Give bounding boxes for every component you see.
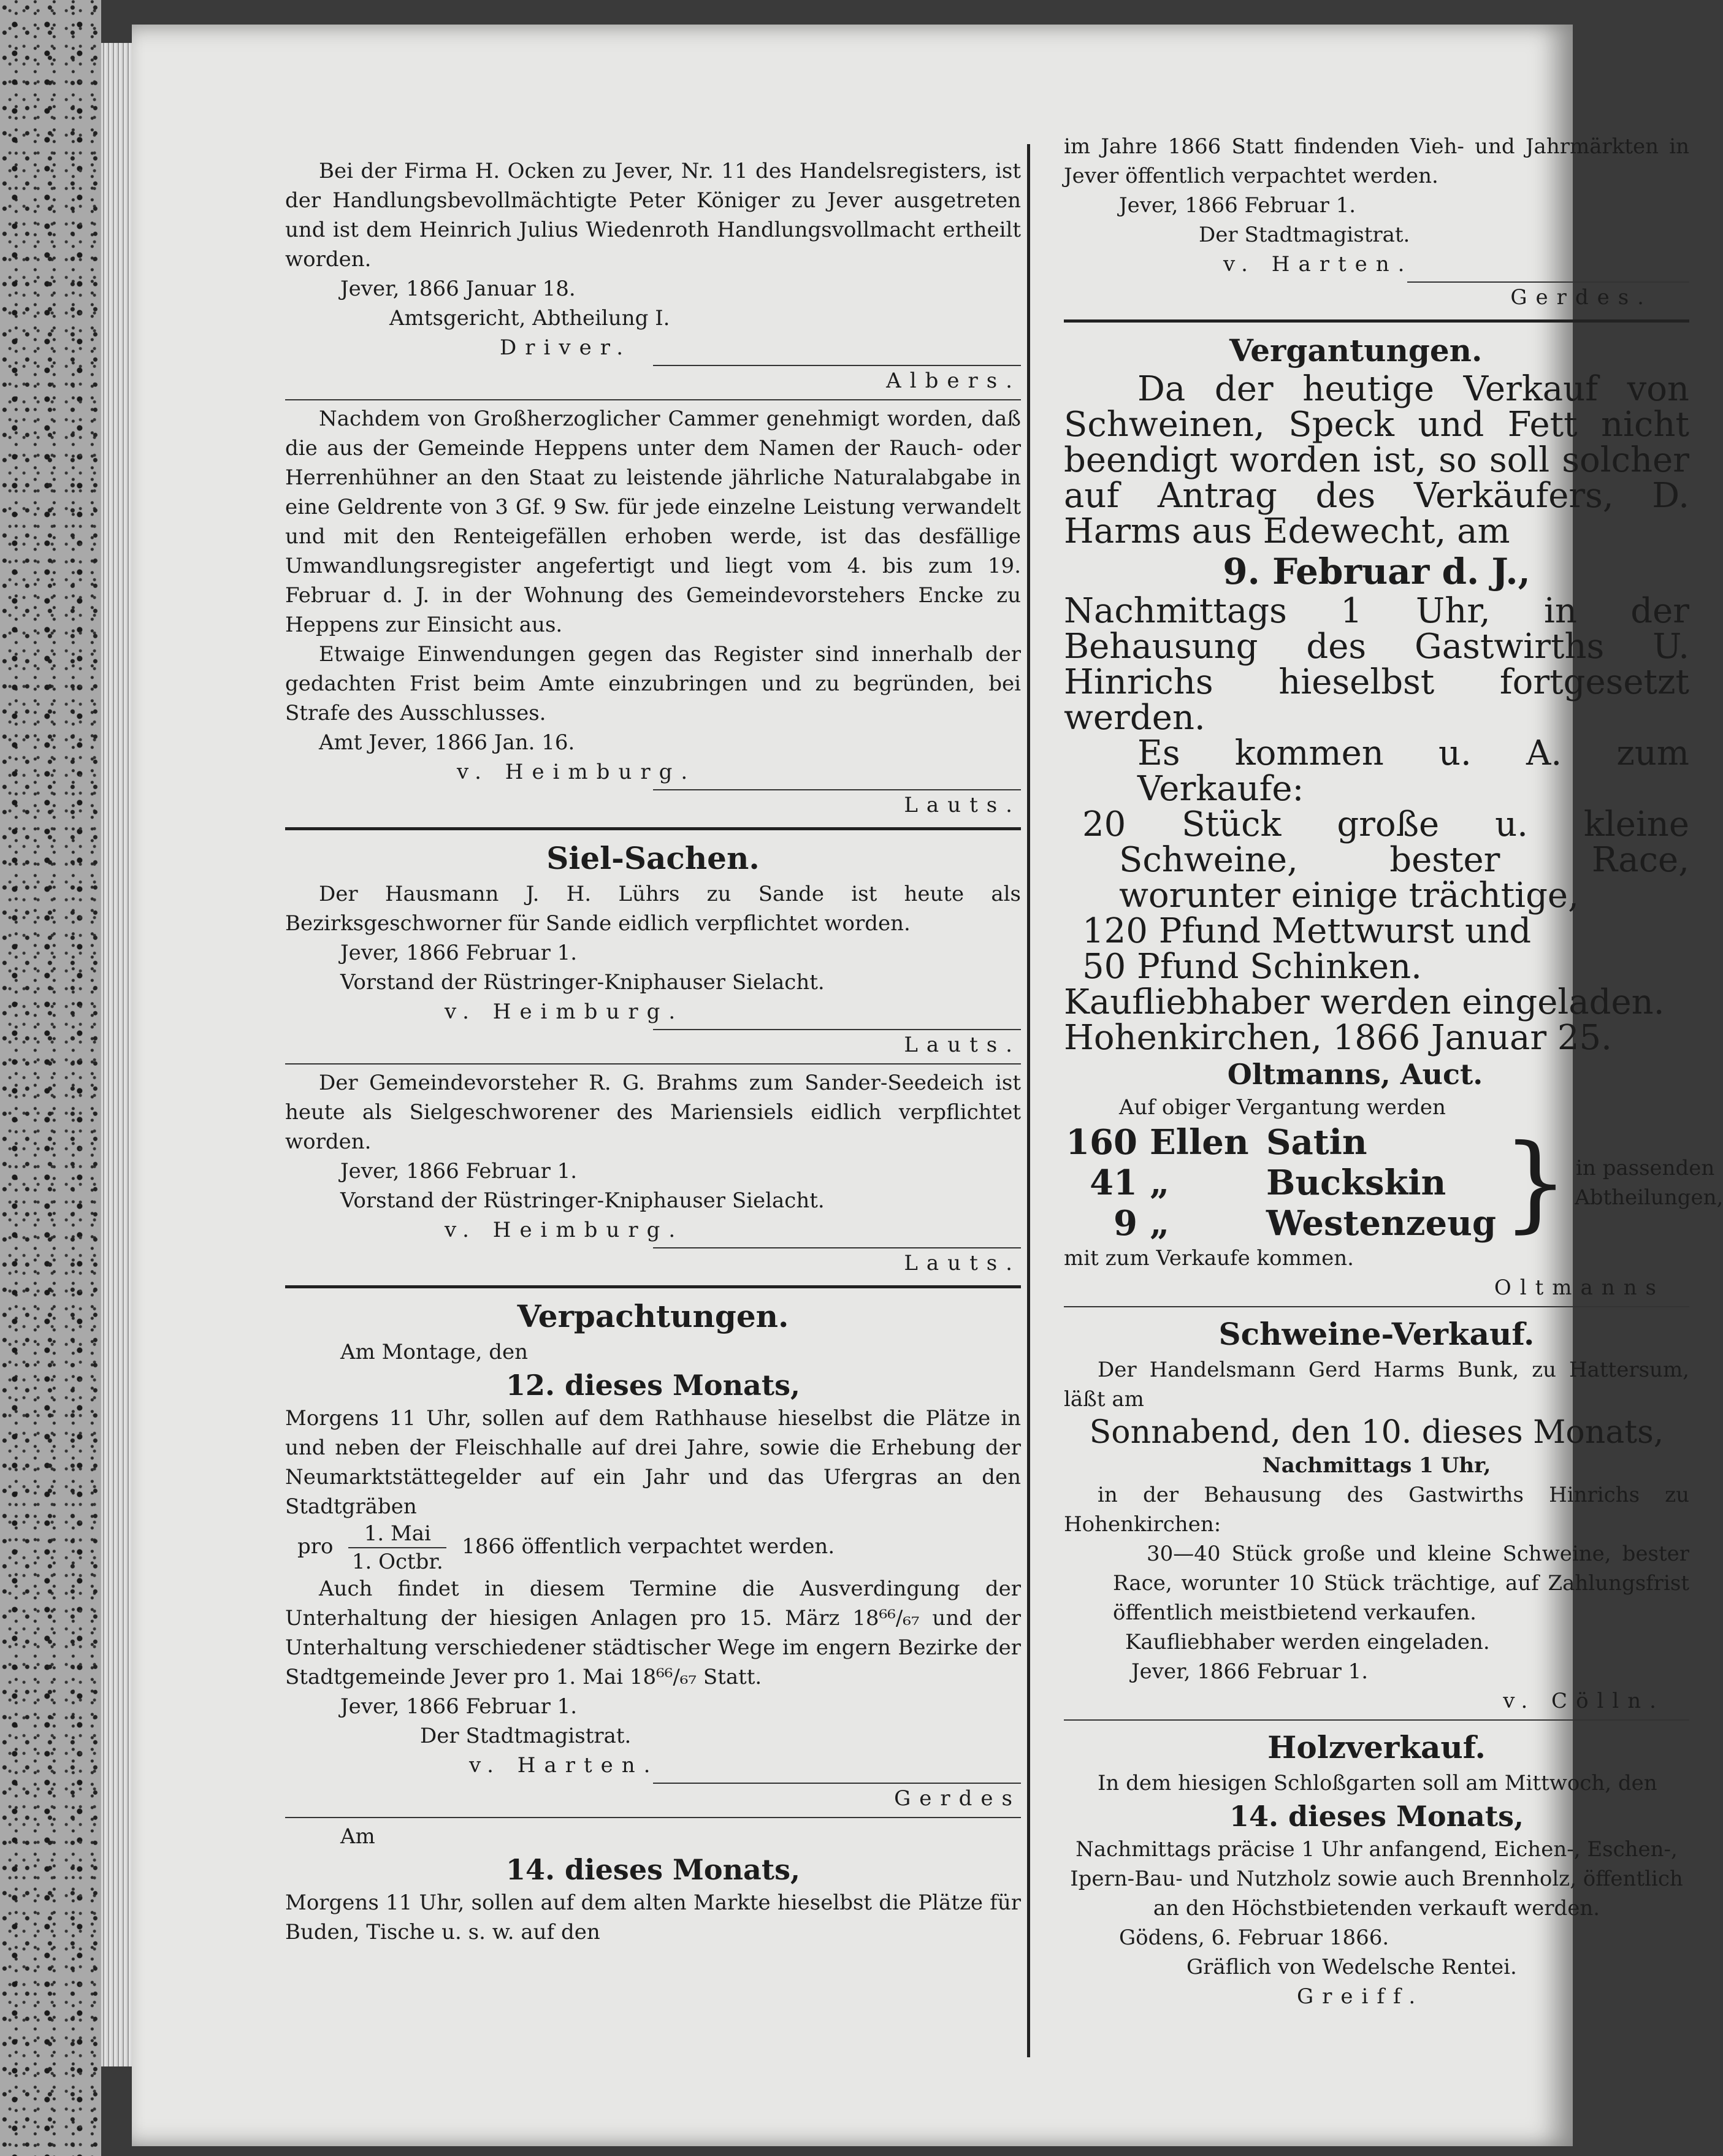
place-date: Jever, 1866 Januar 18.	[340, 277, 576, 301]
section-schweine-verkauf	[1064, 1313, 1689, 1716]
section-verpachtungen	[285, 1296, 1021, 1813]
auction-date: 12. dieses Monats,	[505, 1369, 801, 1402]
divider	[1064, 1306, 1689, 1307]
section-heading: Siel-Sachen.	[546, 840, 760, 876]
place-date: Gödens, 6. Februar 1866.	[1119, 1925, 1389, 1950]
place-date: Amt Jever, 1866 Jan. 16.	[319, 730, 575, 755]
signature: v. Heimburg.	[445, 1218, 684, 1242]
notice-text: Bei der Firma H. Ocken zu Jever, Nr. 11 des Handelsregisters, ist der Handlungsbevollmächtigte Peter Königer zu Jever ausgetreten und ist dem Heinrich Julius Wiedenroth Handlungsvollmacht ertheilt worden.	[285, 159, 1021, 272]
table-row	[1064, 1163, 1496, 1203]
fraction-bottom: 1. Octbr.	[351, 1550, 443, 1574]
notice-text-2: in der Behausung des Gastwirths Hinrichs zu Hohenkirchen:	[1064, 1483, 1689, 1537]
fraction-bar	[348, 1547, 446, 1548]
place-date: Jever, 1866 Februar 1.	[1131, 1659, 1369, 1684]
speckled-book-edge	[0, 0, 101, 2156]
item: Westenzeug	[1266, 1203, 1496, 1244]
item-line: 50 Pfund Schinken.	[1082, 947, 1422, 987]
item-line: 20 Stück große u. kleine Schweine, bester Race, worunter einige trächtige,	[1082, 805, 1689, 916]
section-holzverkauf	[1064, 1727, 1689, 2011]
notice-text: im Jahre 1866 Statt findenden Vieh- und Jahrmärkten in Jever öffentlich verpachtet werden.	[1064, 134, 1689, 188]
clerk-signature: Albers.	[886, 369, 1021, 393]
section-divider	[285, 827, 1021, 830]
clerk-signature: Lauts.	[904, 793, 1021, 817]
notice-text: Morgens 11 Uhr, sollen auf dem alten Markte hieselbst die Plätze für Buden, Tische u. s. w. auf den	[285, 1890, 1021, 1944]
pro-label: pro	[297, 1534, 334, 1559]
unit: „	[1150, 1203, 1170, 1244]
auction-time: Nachmittags 1 Uhr,	[1262, 1453, 1491, 1478]
signature: Greiff.	[1297, 1984, 1424, 2009]
signature: v. Harten.	[1223, 252, 1413, 277]
pro-line	[285, 1521, 1021, 1574]
notice-text-2: Nachmittags 1 Uhr, in der Behausung des Gastwirths U. Hinrichs hieselbst fortgesetzt werden.	[1064, 591, 1689, 738]
item-line: 120 Pfund Mettwurst und	[1082, 911, 1532, 951]
signature: v. Cölln.	[1503, 1689, 1665, 1713]
items-intro: Es kommen u. A. zum Verkaufe:	[1137, 733, 1689, 809]
section-siel-sachen	[285, 838, 1021, 1278]
notice-text-2: Etwaige Einwendungen gegen das Register sind innerhalb der gedachten Frist beim Amte einzubringen und zu begründen, bei Strafe des Ausschlusses.	[285, 642, 1021, 725]
extra-items-table	[1064, 1122, 1723, 1244]
divider	[285, 399, 1021, 400]
clerk-signature: Gerdes.	[1510, 285, 1652, 310]
quantity: 160	[1066, 1122, 1137, 1163]
place-date: Jever, 1866 Februar 1.	[340, 941, 578, 965]
unit: Ellen	[1150, 1122, 1249, 1163]
section-heading: Vergantungen.	[1229, 332, 1483, 369]
authority: Amtsgericht, Abtheilung I.	[389, 306, 670, 331]
table-row	[1064, 1122, 1496, 1163]
section-heading: Holzverkauf.	[1267, 1729, 1486, 1765]
notice-text: Morgens 11 Uhr, sollen auf dem Rathhause hieselbst die Plätze in und neben der Fleischhalle auf drei Jahre, sowie die Erhebung der Neumarktstättegelder auf ein Jahr und das Ufergras an den Stadtgräben	[285, 1406, 1021, 1519]
newspaper-page	[132, 25, 1723, 2146]
clerk-signature: Lauts.	[904, 1033, 1021, 1057]
notice-markt-continued	[1064, 132, 1689, 312]
notice-text-2: Nachmittags präcise 1 Uhr anfangend, Eichen-, Eschen-, Ipern-Bau- und Nutzholz sowie auch Brennholz, öffentlich an den Höchstbietenden verkauft werden.	[1070, 1837, 1683, 1921]
divider	[285, 1063, 1021, 1065]
notice-text-3: 30—40 Stück große und kleine Schweine, bester Race, worunter 10 Stück trächtige, auf Zahlungsfrist öffentlich meistbietend verkaufen.	[1113, 1542, 1689, 1625]
signature: Driver.	[500, 335, 632, 360]
place-date: Jever, 1866 Februar 1.	[340, 1694, 578, 1719]
left-column	[285, 156, 1021, 1947]
notice-text: Der Handelsmann Gerd Harms Bunk, zu Hattersum, läßt am	[1064, 1358, 1689, 1412]
extra-items-list	[1064, 1122, 1496, 1244]
section-heading: Verpachtungen.	[517, 1298, 789, 1334]
notice-text-2: Auch findet in diesem Termine die Ausverdingung der Unterhaltung der hiesigen Anlagen pro 15. März 18⁶⁶/₆₇ und der Unterhaltung verschiedener städtischer Wege im engern Bezirke der Stadtgemeinde Jever pro 1. Mai 18⁶⁶/₆₇ Statt.	[285, 1577, 1021, 1689]
brace-note: in passenden Abtheilungen,	[1575, 1156, 1723, 1210]
item: Satin	[1266, 1122, 1367, 1163]
column-divider	[1027, 144, 1030, 2057]
signature: v. Heimburg.	[445, 1000, 684, 1024]
notice-naturalabgabe	[285, 404, 1021, 820]
unit: „	[1150, 1163, 1170, 1203]
right-column	[1064, 132, 1723, 2011]
table-row	[1064, 1203, 1496, 1244]
clerk-signature: Gerdes	[894, 1786, 1021, 1811]
section-divider	[285, 1285, 1021, 1288]
authority: Der Stadtmagistrat.	[1199, 223, 1410, 247]
quantity: 9	[1114, 1203, 1137, 1244]
auction-date: Sonnabend, den 10. dieses Monats,	[1089, 1414, 1664, 1451]
signature: v. Heimburg.	[457, 760, 697, 784]
fraction-top: 1. Mai	[364, 1521, 431, 1546]
notice-text: Der Gemeindevorsteher R. G. Brahms zum Sander-Seedeich ist heute als Sielgeschworener des Mariensiels eidlich verpflichtet worden.	[285, 1071, 1021, 1154]
place-date: Jever, 1866 Februar 1.	[340, 1159, 578, 1183]
notice-text: Da der heutige Verkauf von Schweinen, Speck und Fett nicht beendigt worden ist, so soll solcher auf Antrag des Verkäufers, D. Harms aus Edewecht, am	[1064, 369, 1689, 551]
clerk-signature: Lauts.	[904, 1251, 1021, 1275]
auctioneer: Oltmanns, Auct.	[1227, 1058, 1483, 1091]
auction-date: 9. Februar d. J.,	[1223, 551, 1530, 592]
section-divider	[1064, 319, 1689, 323]
notice-markt	[285, 1822, 1021, 1947]
signature: Oltmanns	[1494, 1275, 1665, 1300]
notice-text: Der Hausmann J. H. Lührs zu Sande ist heute als Bezirksgeschworner für Sande eidlich verpflichtet worden.	[285, 882, 1021, 936]
pro-rest: 1866 öffentlich verpachtet werden.	[462, 1534, 835, 1559]
extra-outro: mit zum Verkaufe kommen.	[1064, 1246, 1354, 1271]
place-date: Jever, 1866 Februar 1.	[1119, 193, 1356, 218]
place-date: Hohenkirchen, 1866 Januar 25.	[1064, 1018, 1612, 1058]
quantity: 41	[1090, 1163, 1137, 1203]
invitation: Kaufliebhaber werden eingeladen.	[1064, 982, 1665, 1022]
section-vergantungen	[1064, 330, 1723, 1302]
intro: Am Montage, den	[340, 1340, 528, 1364]
item: Buckskin	[1266, 1163, 1446, 1203]
extra-intro: Auf obiger Vergantung werden	[1119, 1095, 1446, 1120]
divider	[1064, 1719, 1689, 1721]
section-heading: Schweine-Verkauf.	[1218, 1316, 1535, 1352]
notice-text: In dem hiesigen Schloßgarten soll am Mittwoch, den	[1098, 1771, 1657, 1795]
signature: v. Harten.	[469, 1753, 659, 1778]
authority: Vorstand der Rüstringer-Kniphauser Sielacht.	[340, 1188, 825, 1213]
notice-text: Nachdem von Großherzoglicher Cammer genehmigt worden, daß die aus der Gemeinde Heppens unter dem Namen der Rauch- oder Herrenhühner an den Staat zu leistende jährliche Naturalabgabe in eine Geldrente von 3 Gf. 9 Sw. für jede einzelne Leistung verwandelt und mit den Renteigefällen erhoben werde, ist das desfällige Umwandlungsregister angefertigt und liegt vom 4. bis zum 19. Februar d. J. in der Wohnung des Gemeindevorstehers Encke zu Heppens zur Einsicht aus.	[285, 407, 1021, 637]
divider	[285, 1817, 1021, 1818]
authority: Gräflich von Wedelsche Rentei.	[1186, 1955, 1517, 1979]
date-fraction	[348, 1521, 446, 1574]
intro: Am	[340, 1824, 375, 1849]
invitation: Kaufliebhaber werden eingeladen.	[1125, 1630, 1490, 1654]
notice-handelsregister	[285, 156, 1021, 396]
right-brace-icon: }	[1502, 1122, 1569, 1244]
authority: Vorstand der Rüstringer-Kniphauser Sielacht.	[340, 970, 825, 995]
auction-date: 14. dieses Monats,	[505, 1853, 801, 1886]
page-edges	[101, 43, 135, 2066]
auction-date: 14. dieses Monats,	[1229, 1800, 1524, 1833]
authority: Der Stadtmagistrat.	[420, 1724, 632, 1748]
